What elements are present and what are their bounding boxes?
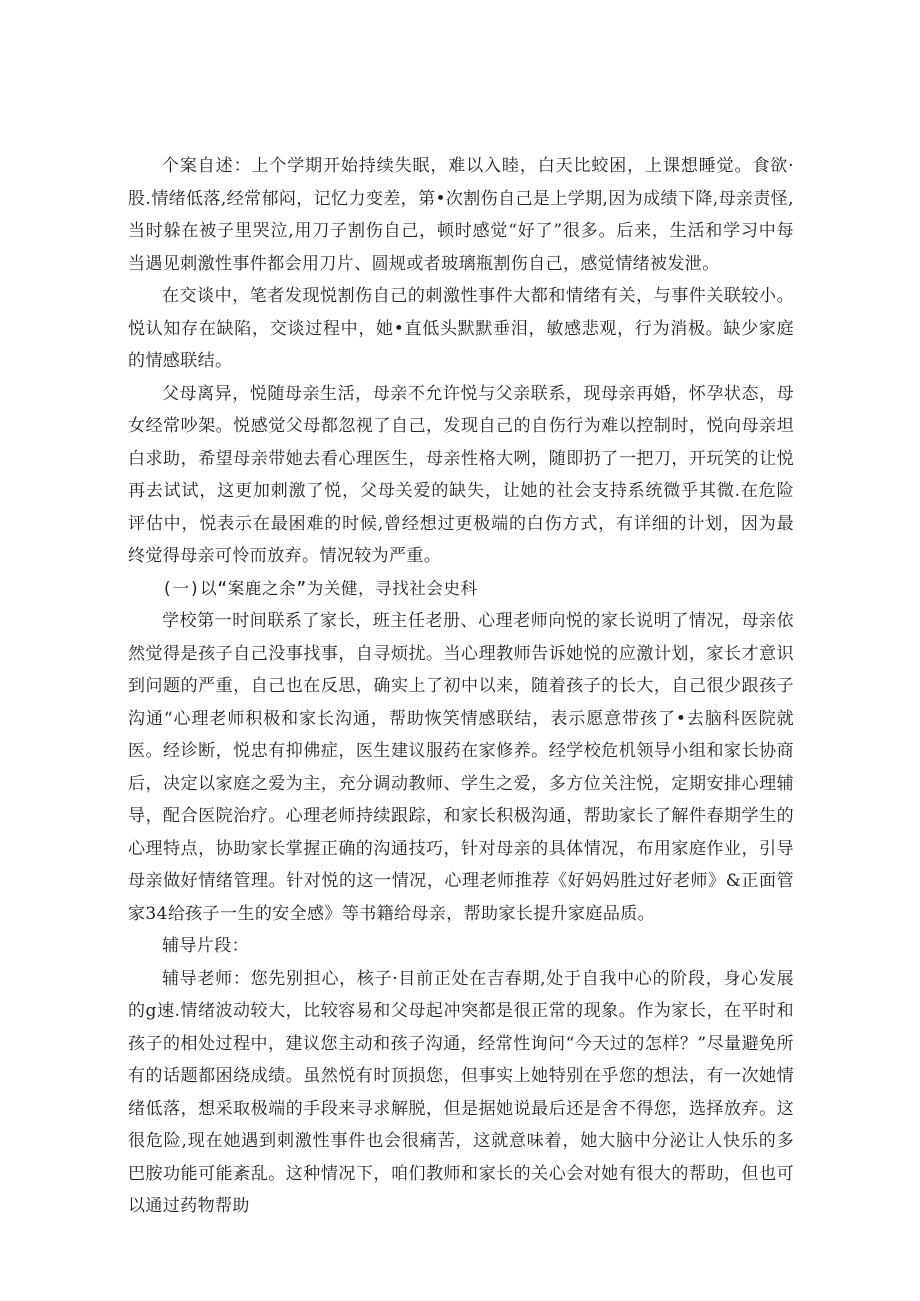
case-self-report-paragraph: 个案自述：上个学期开始持续失眠，难以入睦，白天比蛟困，上课想睡觉。食欲·股.情绪低落,经常郁闷，记忆力变差，第•次割伤自己是上学期,因为成绩下降,母亲责怪,当时躲在被子里哭泣,用刀子割伤自己，顿时感觉“好了”很多。后来，生活和学习中每当遇见刺激性事件都会用刀片、圆规或者玻璃瓶割伤自己，感觉情绪被发泄。 <box>128 156 794 274</box>
interview-observation-paragraph: 在交谈中，笔者发现悦割伤自己的刺激性事件大都和情绪有关，与事件关联较小。悦认知存在缺陷，交谈过程中，她•直低头默默垂泪，敏感悲观，行为消极。缺少家庭的情感联结。 <box>128 286 794 371</box>
school-intervention-paragraph: 学校第一时间联系了家长，班主任老册、心理老师向悦的家长说明了情况，母亲依然觉得是孩子自己没事找事，自寻烦扰。当心理教师告诉她悦的应激计划，家长才意识到问题的严重，自己也在反思，确实上了初中以来，随着孩子的长大，自己很少跟孩子沟通“心理老师积极和家长沟通，帮助恢笑情感联结，表示愿意带孩了•去脑科医院就医。经诊断，悦忠有抑佛症，医生建议服药在家修养。经学校危机领导小组和家长协商后，决定以家庭之爱为主，充分调动教师、学生之爱，多方位关注悦，定期安排心理辅导，配合医院治疗。心理老师持续跟踪，和家长积极沟通，帮助家长了解件春期学生的心理特点，协助家长掌握正确的沟通技巧，针对母亲的具体情况，布用家庭作业，引导母亲做好情绪管理。针对悦的这一情况，心理老师推荐《好妈妈胜过好老师》&正面管家34给孩子一生的安全感》等书籍给母亲，帮助家长提升家庭品质。 <box>128 611 794 924</box>
counseling-excerpt-label: 辅导片段： <box>162 936 249 956</box>
family-background-paragraph: 父母离异，悦随母亲生活，母亲不允许悦与父亲联系，现母亲再婚，怀孕状态，母女经常吵架。悦感觉父母都忽视了自己，发现自己的自伤行为难以控制时，悦向母亲坦白求助，希望母亲带她去看心理医生，母亲性格大咧，随即扔了一把刀，开玩笑的让悦再去试试，这更加刺激了悦，父母关爱的缺失，让她的社会支持系统微乎其微.在危险评估中，悦表示在最困难的时候,曾经想过更极端的白伤方式，有详细的计划，因为最终觉得母亲可怜而放弃。情况较为严重。 <box>128 383 794 566</box>
section-heading: (一)以“案鹿之余”为关健，寻找社会史科 <box>162 578 478 598</box>
document-page <box>128 150 794 1223</box>
counselor-dialogue-paragraph: 辅导老师：您先别担心，核子·目前正处在吉春期,处于自我中心的阶段，身心发展的g速.情绪波动较大，比较容易和父母起冲突都是很正常的现象。作为家长，在平时和孩子的相处过程中，建议您主动和孩子沟通，经常性询问“今天过的怎样？”尽量避免所有的话题都困绕成绩。虽然悦有时顶损您，但事实上她特别在乎您的想法，有一次她情绪低落，想采取极端的手段来寻求解脱，但是据她说最后还是舍不得您，选择放弃。这很危险,现在她遇到刺激性事件也会很痛苦，这就意味着，她大脑中分泌让人快乐的多巴胺功能可能紊乱。这种情况下，咱们教师和家长的关心会对她有很大的帮助，但也可以通过药物帮助 <box>128 968 794 1216</box>
